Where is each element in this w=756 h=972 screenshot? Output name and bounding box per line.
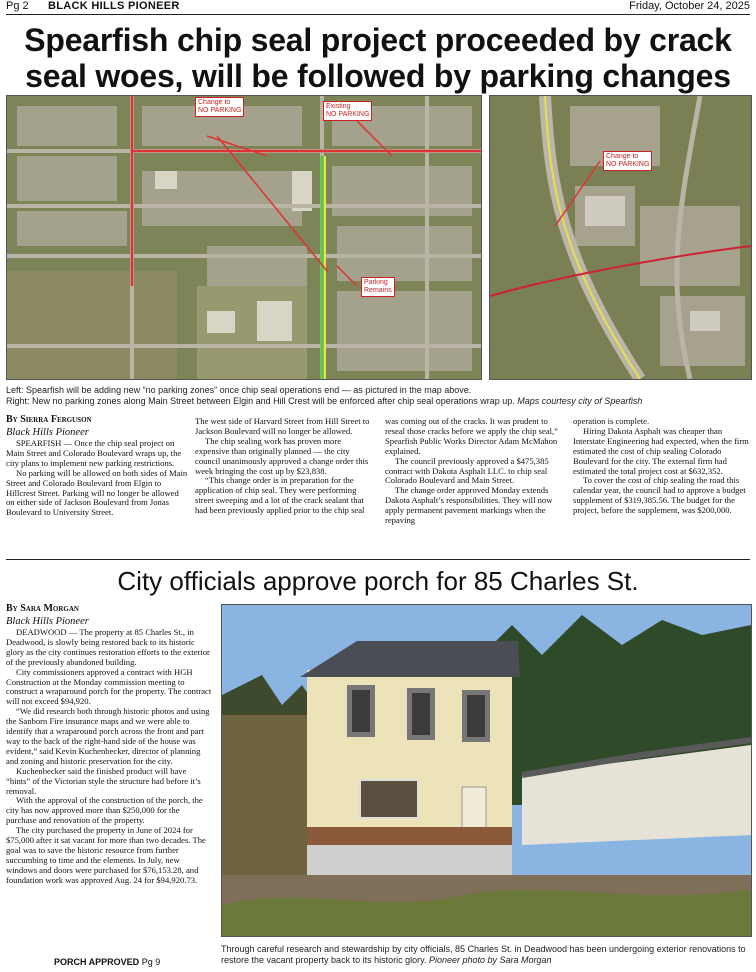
page-header xyxy=(6,0,750,15)
story2-byline: By Sara Morgan xyxy=(6,603,79,614)
map-tag-parking-remains: Parking Remains xyxy=(361,277,395,297)
story1-column-1 xyxy=(6,414,188,518)
house-photo-illustration xyxy=(222,605,751,936)
story2-p4: Kuchenbecker said the finished product will have “hints” of the Victorian style the structure had before it’s removal. xyxy=(6,765,201,796)
aerial-map-right xyxy=(490,96,751,379)
story2-byline-org: Black Hills Pioneer xyxy=(6,616,89,627)
story2-p1: DEADWOOD — The property at 85 Charles St., in Deadwood, is slowly being restored back to its historic glory as the city continues restoration efforts to the exterior of the previously abandoned building. xyxy=(6,627,210,667)
story1-col2-p3: “This change order is in preparation for the application of chip seal. They were performing street sweeping and a lot of the crack sealant that had been previously applied prior to the chip seal xyxy=(195,475,365,516)
story2-p3: “We did research both through historic photos and using the Sanborn Fire insurance maps and we were able to identify that a wraparound porch across the front and part way to the back of the right-hand side of the house was evident,” said Kevin Kuchenbecker, director of planning and zoning and historic preservation for the city. xyxy=(6,706,210,766)
story2-p2: City commissioners approved a contract with HGH Construction at the Monday commission meeting to construct a wraparound porch for the property. The contract will not exceed $94,920. xyxy=(6,666,212,707)
story1-caption xyxy=(6,385,750,407)
map-tag-no-parking-change: Change to NO PARKING xyxy=(195,97,244,117)
photo-caption: Through careful research and stewardship by city officials, 85 Charles St. in Deadwood has been undergoing exterior renovations to restore the vacant property back to its historic glory. xyxy=(221,944,746,965)
story1-col3-p2: The council previously approved a $475,385 contract with Dakota Asphalt LLC. to chip seal Colorado Boulevard and Main Street. xyxy=(385,455,549,486)
story1-col4-p3: To cover the cost of chip sealing the road this calendar year, the council had to approve a budget supplement of $319,385.56. The budget for the project, before the supplement, was $200,000. xyxy=(573,475,746,516)
story1-col2-p2: The chip sealing work has proven more expensive than originally planned — the city council unanimously approved a change order this week bringing the cost up by $23,838. xyxy=(195,435,369,476)
story1-headline xyxy=(6,22,750,94)
caption-line1: Left: Spearfish will be adding new “no parking zones” once chip seal operations end — as pictured in the map above. xyxy=(6,385,472,395)
story1-col1-p1: SPEARFISH — Once the chip seal project on Main Street and Colorado Boulevard wraps up, the city plans to implement new parking restrictions. xyxy=(6,438,182,468)
story1-col1-p2: No parking will be allowed on both sides of Main Street and Colorado Boulevard from Elgin to Hillcrest Street. Parking will no longer be allowed on either side of Jackson Boulevard from Jonas Boulevard to University Street. xyxy=(6,467,188,518)
publication-name: BLACK HILLS PIONEER xyxy=(48,0,180,12)
story1-headline-line1: Spearfish chip seal project proceeded by crack xyxy=(24,22,732,58)
jump-line[interactable] xyxy=(54,957,160,967)
issue-date: Friday, October 24, 2025 xyxy=(629,0,750,12)
map-tag-existing-no-parking: Existing NO PARKING xyxy=(323,101,372,121)
jump-label: PORCH APPROVED xyxy=(54,957,140,967)
page-number: Pg 2 xyxy=(6,0,29,12)
photo-credit: Pioneer photo by Sara Morgan xyxy=(428,955,552,965)
story1-column-3 xyxy=(385,417,563,526)
caption-credit: Maps courtesy city of Spearfish xyxy=(517,396,643,406)
story1-col4-p1: operation is complete. xyxy=(573,416,650,426)
story-divider xyxy=(6,559,750,560)
story2-column xyxy=(6,603,212,886)
story2-p6: The city purchased the property in June of 2024 for $75,000 after it sat vacant for more than two decades. The goal was to save the historic resource from further succumbing to time and the elements. In July, new windows and doors were purchased for $76,153.28, and foundation work was approved Aug. 24 for $94,920.73. xyxy=(6,825,206,885)
story2-caption xyxy=(221,944,750,966)
map-right-tag-no-parking: Change to NO PARKING xyxy=(603,151,652,171)
house-photo xyxy=(221,604,752,937)
story1-col3-p3: The change order approved Monday extends Dakota Asphalt’s responsibilities. They will now apply permanent pavement markings when the repaving xyxy=(385,485,553,526)
caption-line2: Right: New no parking zones along Main Street between Elgin and Hill Crest will be enforced after chip seal operations wrap up. xyxy=(6,396,518,406)
story2-headline: City officials approve porch for 85 Charles St. xyxy=(117,566,639,596)
aerial-map-left xyxy=(7,96,481,379)
story1-column-4 xyxy=(573,417,750,516)
story2-p5: With the approval of the construction of the porch, the city has now approved more than $250,000 for the purchase and renovation of the property. xyxy=(6,795,203,826)
story1-col4-p2: Hiring Dakota Asphalt was cheaper than Interstate Engineering had expected, when the firm estimated the cost of chip sealing Colorado Boulevard for the city. The external firm had estimated the total project cost at $632,352. xyxy=(573,425,749,476)
story1-col3-p1: was coming out of the cracks. It was prudent to reseal those cracks before we apply the chip seal,” Spearfish Public Works Director Adam McMahon explained. xyxy=(385,416,558,456)
jump-page: Pg 9 xyxy=(141,957,161,967)
story1-byline-org: Black Hills Pioneer xyxy=(6,427,89,438)
story1-column-2 xyxy=(195,417,375,516)
story1-byline: By Sierra Ferguson xyxy=(6,414,92,425)
story1-col2-p1: The west side of Harvard Street from Hill Street to Jackson Boulevard will no longer be allowed. xyxy=(195,416,370,436)
story1-headline-line2: seal woes, will be followed by parking changes xyxy=(25,58,731,94)
map-right xyxy=(489,95,752,380)
map-left xyxy=(6,95,482,380)
